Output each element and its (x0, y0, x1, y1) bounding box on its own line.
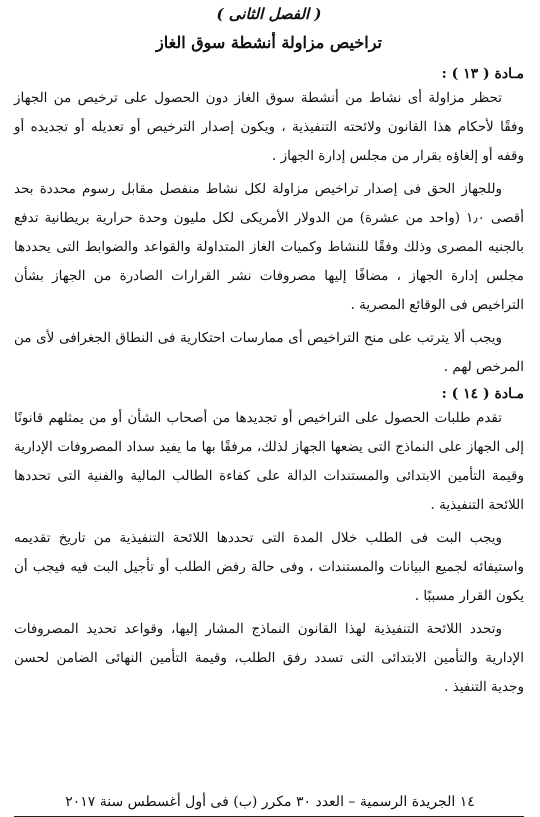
article-14-heading: مـادة ( ١٤ ) : (441, 386, 524, 402)
article-13-paragraph-1: تحظر مزاولة أى نشاط من أنشطة سوق الغاز دون الحصول على ترخيص من الجهاز وفقًا لأحكام هذا القانون ولائحته التنفيذية ، ويكون إصدار الترخيص أو تعديله أو تجديده أو وقفه أو إلغاؤه بقرار من مجلس إدارة الجهاز . (14, 90, 524, 164)
page-footer: ١٤ الجريدة الرسمية – العدد ٣٠ مكرر (ب) فى أول أغسطس سنة ٢٠١٧ (65, 794, 475, 810)
article-14-paragraph-2: ويجب البت فى الطلب خلال المدة التى تحددها اللائحة التنفيذية من تاريخ تقديمه واستيفائه لجميع البيانات والمستندات ، وفى حالة رفض الطلب أو تأجيل البت فيه فيجب أن يكون القرار مسببًا . (14, 530, 524, 604)
article-13-heading: مـادة ( ١٣ ) : (441, 66, 524, 82)
article-13-paragraph-2: وللجهاز الحق فى إصدار تراخيص مزاولة لكل نشاط منفصل مقابل رسوم محددة بحد أقصى ١٫٠ (واحد من عشرة) من الدولار الأمريكى لكل مليون وحدة حرارية بريطانية تدفع بالجنيه المصرى وذلك وفقًا للنشاط وكميات الغاز المتداولة والقواعد والضوابط التى يحددها مجلس إدارة الجهاز ، مضافًا إليها مصروفات نشر القرارات الصادرة من الجهاز بشأن التراخيص فى الوقائع المصرية . (14, 181, 524, 313)
chapter-title: ( الفصل الثانى ) (216, 5, 322, 23)
section-title: تراخيص مزاولة أنشطة سوق الغاز (156, 33, 382, 52)
article-14-paragraph-3: وتحدد اللائحة التنفيذية لهذا القانون النماذج المشار إليها، وقواعد تحديد المصروفات الإدارية والتأمين الابتدائى التى تسدد رفق الطلب، وقيمة التأمين النهائى الضامن لحسن وجدية التنفيذ . (14, 621, 524, 695)
article-14-paragraph-1: تقدم طلبات الحصول على التراخيص أو تجديدها من أصحاب الشأن أو من يمثلهم قانونًا إلى الجهاز على النماذج التى يضعها الجهاز لذلك، مرفقًا بها ما يفيد سداد المصروفات الإدارية وقيمة التأمين الابتدائى والمستندات الدالة على كفاءة الطالب المالية والفنية التى تحددها اللائحة التنفيذية . (14, 410, 524, 513)
article-13-paragraph-3: ويجب ألا يترتب على منح التراخيص أى ممارسات احتكارية فى النطاق الجغرافى لأى من المرخص لهم . (14, 330, 524, 375)
